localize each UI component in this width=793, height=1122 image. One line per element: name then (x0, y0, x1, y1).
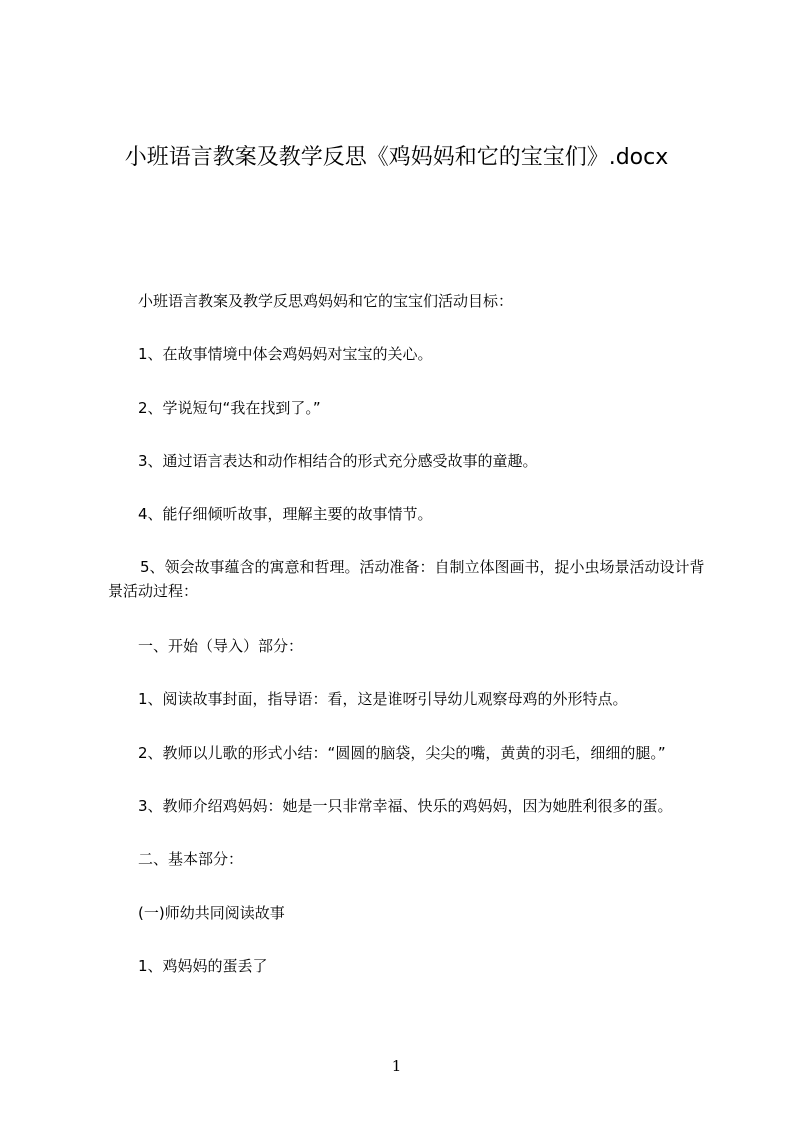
page-number: 1 (391, 1057, 402, 1075)
document-title: 小班语言教案及教学反思《鸡妈妈和它的宝宝们》.docx (124, 145, 669, 170)
paragraph-step-2: 2、教师以儿歌的形式小结：“圆圆的脑袋，尖尖的嘴，黄黄的羽毛，细细的腿。” (138, 744, 666, 762)
paragraph-objective-2: 2、学说短句“我在找到了。” (138, 399, 321, 417)
paragraph-objectives-heading: 小班语言教案及教学反思鸡妈妈和它的宝宝们活动目标： (138, 292, 514, 310)
paragraph-objective-5-preparation: 5、领会故事蕴含的寓意和哲理。活动准备：自制立体图画书，捉小虫场景活动设计背景活动过程： (108, 558, 705, 600)
paragraph-subsection-1: (一)师幼共同阅读故事 (138, 904, 285, 922)
paragraph-step-3: 3、教师介绍鸡妈妈：她是一只非常幸福、快乐的鸡妈妈，因为她胜利很多的蛋。 (138, 797, 673, 815)
paragraph-objective-4: 4、能仔细倾听故事，理解主要的故事情节。 (138, 505, 433, 523)
paragraph-section-1-heading: 一、开始（导入）部分： (138, 637, 304, 655)
paragraph-story-part-1: 1、鸡妈妈的蛋丢了 (138, 957, 268, 975)
paragraph-objective-1: 1、在故事情境中体会鸡妈妈对宝宝的关心。 (138, 345, 433, 363)
paragraph-step-1: 1、阅读故事封面，指导语：看，这是谁呀引导幼儿观察母鸡的外形特点。 (138, 690, 628, 708)
paragraph-section-2-heading: 二、基本部分： (138, 850, 244, 868)
paragraph-objective-3: 3、通过语言表达和动作相结合的形式充分感受故事的童趣。 (138, 452, 538, 470)
